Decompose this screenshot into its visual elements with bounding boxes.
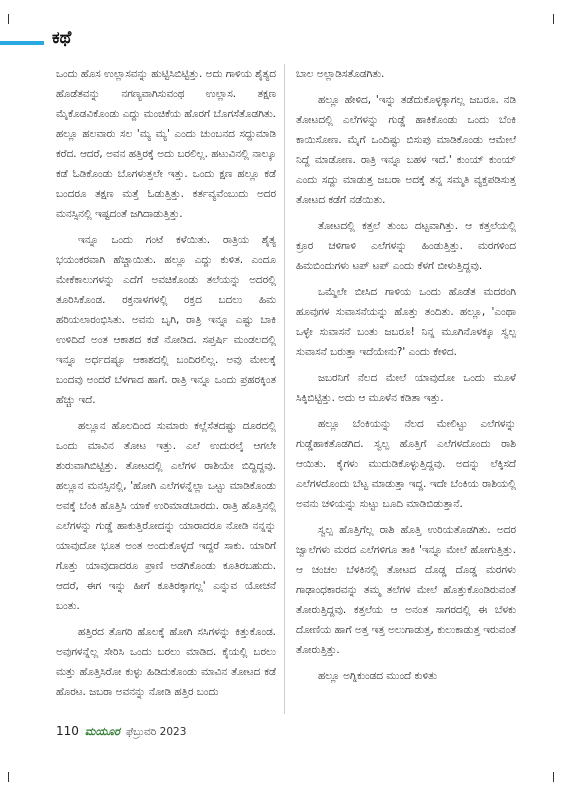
article-paragraph: ಹಲ್ಲೂ ಹೇಳಿದ, 'ಇನ್ನು ತಡೆದುಕೊಳ್ಳಕ್ಕಾಗಲ್ಲ ಜಬರೂ. ನಡಿ ತೋಟದಲ್ಲಿ ಎಲೆಗಳನ್ನು ಗುಡ್ಡೆ ಹಾಕಿಕೊಂಡು ಒಂದು ಬೆಂಕಿ ಕಾಯಿಸೋಣ. ಮೈಗೆ ಒಂದಿಷ್ಟು ಬಿಸುಪು ಮಾಡಿಕೊಂಡು ಆಮೇಲೆ ನಿದ್ದೆ ಮಾಡೋಣ. ರಾತ್ರಿ ಇನ್ನೂ ಬಹಳ ಇದೆ.' ಕುಂಯ್ ಕುಂಯ್ ಎಂದು ಸದ್ದು ಮಾಡುತ್ತ ಜಬರಾ ಅದಕ್ಕೆ ತನ್ನ ಸಮ್ಮತಿ ವ್ಯಕ್ತಪಡಿಸುತ್ತ ತೋಟದ ಕಡೆಗೆ ನಡೆಯಿತು.: [296, 94, 516, 206]
article-paragraph: ಬಾಲ ಅಲ್ಲಾಡಿಸತೊಡಗಿತು.: [296, 68, 385, 80]
magazine-name: ಮಯೂರ: [84, 725, 120, 738]
section-accent-bar: [0, 41, 44, 45]
article-paragraph: ಜಬರನಿಗೆ ನೆಲದ ಮೇಲೆ ಯಾವುದೋ ಒಂದು ಮೂಳೆ ಸಿಕ್ಕಿಬಿಟ್ಟಿತ್ತು. ಅದು ಆ ಮೂಳೆನ ಕಡಿತಾ ಇತ್ತು.: [296, 372, 516, 404]
column-divider: [284, 64, 285, 714]
issue-date: ಫೆಬ್ರುವರಿ 2023: [126, 726, 187, 738]
article-column-right: [296, 64, 516, 714]
article-paragraph: ಒಮ್ಮೆಲೇ ಬೀಸಿದ ಗಾಳಿಯ ಒಂದು ಹೊಡೆತ ಮದರಂಗಿ ಹೂವುಗಳ ಸುವಾಸನೆಯನ್ನು ಹೊತ್ತು ತಂದಿತು. ಹಲ್ಲೂ, 'ಎಂಥಾ ಒಳ್ಳೇ ಸುವಾಸನೆ ಬಂತು ಜಬರೂ! ನಿನ್ನ ಮೂಗಿನೊಳಕ್ಕೂ ಸ್ವಲ್ಪ ಸುವಾಸನೆ ಬರುತ್ತಾ ಇದೆಯೇನು?' ಎಂದು ಕೇಳಿದ.: [296, 286, 516, 358]
article-paragraph: ಹತ್ತಿರದ ತೊಗರಿ ಹೊಲಕ್ಕೆ ಹೋಗಿ ಸಸಿಗಳನ್ನು ಕಿತ್ತುಕೊಂಡ. ಅವುಗಳನ್ನೆಲ್ಲ ಸೇರಿಸಿ ಒಂದು ಬರಲು ಮಾಡಿದ. ಕೈಯಲ್ಲಿ ಬರಲು ಮತ್ತು ಹೊತ್ತಿಸಿರೋ ಕುಳ್ಳು ಹಿಡಿದುಕೊಂಡು ಮಾವಿನ ತೋಟದ ಕಡೆ ಹೊರಟ. ಜಬರಾ ಅವನನ್ನು ನೋಡಿ ಹತ್ತಿರ ಬಂದು: [56, 626, 276, 698]
crop-mark: [553, 772, 554, 782]
page-number: 110: [56, 724, 79, 738]
section-title: ಕಥೆ: [52, 28, 72, 48]
article-column-left: [56, 64, 276, 714]
article-paragraph: ಹಲ್ಲೂನ ಹೊಲದಿಂದ ಸುಮಾರು ಕಲ್ಲೆಸೆತದಷ್ಟು ದೂರದಲ್ಲಿ ಒಂದು ಮಾವಿನ ತೋಟ ಇತ್ತು. ಎಲೆ ಉದುರಲ್ಕೆ ಆಗಲೇ ಶುರುವಾಗಿಬಿಟ್ಟಿತ್ತು. ತೋಟದಲ್ಲಿ ಎಲೆಗಳ ರಾಶಿಯೇ ಬಿದ್ದಿದ್ದವು. ಹಲ್ಲೂನ ಮನಸ್ಸಿನಲ್ಲಿ, 'ಹೋಗಿ ಎಲೆಗಳನ್ನೆಲ್ಲಾ ಒಟ್ಟು ಮಾಡಿಕೊಂಡು ಅವಕ್ಕೆ ಬೆಂಕಿ ಹೊತ್ತಿಸಿ ಯಾಕೆ ಉರಿಮಾಡಬಾರದು. ರಾತ್ರಿ ಹೊತ್ತಿನಲ್ಲಿ ಎಲೆಗಳನ್ನು ಗುಡ್ಡೆ ಹಾಕುತ್ತಿರೋದನ್ನು ಯಾರಾದರೂ ನೋಡಿ ನನ್ನನ್ನು ಯಾವುದೋ ಭೂತ ಅಂತ ಅಂದುಕೊಳ್ಳದೆ ಇದ್ದರೆ ಸಾಕು. ಯಾರಿಗೆ ಗೊತ್ತು ಯಾವುದಾದರೂ ಪ್ರಾಣಿ ಅಡಗಿಕೊಂಡು ಕೂತಿರಬಹುದು. ಆದರೆ, ಈಗ ಇನ್ನು ಹೀಗೆ ಕೂತಿರಕ್ಕಾಗಲ್ಲ' ಎನ್ನುವ ಯೋಚನೆ ಬಂತು.: [56, 420, 276, 612]
article-paragraph: ತೋಟದಲ್ಲಿ ಕತ್ತಲೆ ತುಂಬ ದಟ್ಟವಾಗಿತ್ತು. ಆ ಕತ್ತಲೆಯಲ್ಲಿ ಕ್ರೂರ ಚಳಿಗಾಳಿ ಎಲೆಗಳನ್ನು ಹಿಂಡುತ್ತಿತ್ತು. ಮರಗಳಿಂದ ಹಿಮಬಿಂದುಗಳು ಟಪ್ ಟಪ್ ಎಂದು ಕೆಳಗೆ ಬೀಳುತ್ತಿದ್ದವು.: [296, 220, 516, 272]
article-paragraph: ಒಂದು ಹೊಸ ಉಲ್ಲಾಸವನ್ನು ಹುಟ್ಟಿಸಿಬಿಟ್ಟಿತ್ತು. ಅದು ಗಾಳಿಯ ಶೈತ್ಯದ ಹೊಡೆತವನ್ನು ನಗಣ್ಯವಾಗಿಸುವಂಥ ಉಲ್ಲಾಸ. ತಕ್ಷಣ ಮೈಕೊಡವಿಕೊಂಡು ಎದ್ದು ಮಂಚಿಕೆಯ ಹೊರಗೆ ಬೊಗಸೆತೊಡಗಿತು. ಹಲ್ಲೂ ಹಲವಾರು ಸಲ 'ಮ್ಯ ಮ್ಯ' ಎಂದು ಚುಂಬನದ ಸದ್ದುಮಾಡಿ ಕರೆದ. ಆದರೆ, ಅವನ ಹತ್ತಿರಕ್ಕೆ ಅದು ಬರಲಿಲ್ಲ. ಹಟುವಿನಲ್ಲಿ ನಾಲ್ಕೂ ಕಡೆ ಓಡಿಕೊಂಡು ಬೊಗಳುತ್ತಲೇ ಇತ್ತು. ಒಂದು ಕ್ಷಣ ಹಲ್ಲೂ ಕಡೆ ಬಂದರೂ ತಕ್ಷಣ ಮತ್ತೆ ಓಡುತ್ತಿತ್ತು. ಕರ್ತವ್ಯವೆಂಬುದು ಅದರ ಮನಸ್ಸಿನಲ್ಲಿ ಇಷ್ಟದಂತೆ ಜಗಿದಾಡುತ್ತಿತ್ತು.: [56, 68, 276, 220]
page-footer: [56, 724, 186, 742]
crop-mark: [8, 14, 9, 24]
article-paragraph: ಹಲ್ಲೂ ಬೆಂಕಿಯನ್ನು ನೆಲದ ಮೇಲಿಟ್ಟು ಎಲೆಗಳನ್ನು ಗುಡ್ಡೆಹಾಕತೊಡಗಿದ. ಸ್ವಲ್ಪ ಹೊತ್ತಿಗೆ ಎಲೆಗಳದೊಂದು ರಾಶಿ ಆಯಿತು. ಕೈಗಳು ಮುದುಡಿಕೊಳ್ಳುತ್ತಿದ್ದವು. ಅದನ್ನು ಲೆಕ್ಕಿಸದೆ ಎಲೆಗಳದೊಂದು ಬೆಟ್ಟ ಮಾಡುತ್ತಾ ಇದ್ದ. ಇದೇ ಬೆಂಕಿಯ ರಾಶಿಯಲ್ಲಿ ಅವನು ಚಳಿಯನ್ನು ಸುಟ್ಟು ಬೂದಿ ಮಾಡಿಬಿಡುತ್ತಾನೆ.: [296, 418, 516, 510]
article-paragraph: ಇನ್ನೂ ಒಂದು ಗಂಟೆ ಕಳೆಯಿತು. ರಾತ್ರಿಯ ಶೈತ್ಯ ಭಯಂಕರವಾಗಿ ಹೆಚ್ಚಾಯಿತು. ಹಲ್ಲೂ ಎದ್ದು ಕುಳಿತ. ಎಂದೂ ಮೇಕೆಕಾಲುಗಳನ್ನು ಎದೆಗೆ ಅವಚಿಕೊಂಡು ತಲೆಯನ್ನು ಅದರಲ್ಲಿ ತೂರಿಸಿಕೊಂಡ. ರಕ್ತನಾಳಗಳಲ್ಲಿ ರಕ್ತದ ಬದಲು ಹಿಮ ಹರಿಯಲಾರಂಭಿಸಿತು. ಅವನು ಬೃಗಿ, ರಾತ್ರಿ ಇನ್ನೂ ಎಷ್ಟು ಬಾಕಿ ಉಳಿದಿದೆ ಅಂತ ಆಕಾಶದ ಕಡೆ ನೋಡಿದ. ಸಪ್ತರ್ಷಿ ಮಂಡಲದಲ್ಲಿ ಇನ್ನೂ ಅರ್ಧದಷ್ಟೂ ಆಕಾಶದಲ್ಲಿ ಬಂದಿರಲಿಲ್ಲ. ಅವು ಮೇಲಕ್ಕೆ ಬಂದವು ಅಂದರೆ ಬೆಳಗಾದ ಹಾಗೆ. ರಾತ್ರಿ ಇನ್ನೂ ಒಂದು ಪ್ರಹರಕ್ಕಿಂತ ಹೆಚ್ಚು ಇದೆ.: [56, 234, 276, 406]
crop-mark: [553, 14, 554, 24]
article-paragraph: ಹಲ್ಲೂ ಅಗ್ನಿಕುಂಡದ ಮುಂದೆ ಕುಳಿತು: [318, 670, 437, 682]
crop-mark: [8, 772, 9, 782]
article-paragraph: ಸ್ವಲ್ಪ ಹೊತ್ತಿಗೆಲ್ಲ ರಾಶಿ ಹೊತ್ತಿ ಉರಿಯತೊಡಗಿತು. ಅದರ ಜ್ವಾಲೆಗಳು ಮರದ ಎಲೆಗಳಿಗೂ ತಾಕಿ 'ಇನ್ನೂ ಮೇಲೆ ಹೋಗುತ್ತಿತ್ತು. ಆ ಚಂಚಲ ಬೆಳಕಿನಲ್ಲಿ ತೋಟದ ದೊಡ್ಡ ದೊಡ್ಡ ಮರಗಳು ಗಾಢಾಂಧಕಾರವನ್ನು ತಮ್ಮ ತಲೆಗಳ ಮೇಲೆ ಹೊತ್ತುಕೊಂಡಿರುವಂತೆ ತೋರುತ್ತಿದ್ದವು. ಕತ್ತಲೆಯ ಆ ಅನಂತ ಸಾಗರದಲ್ಲಿ ಈ ಬೆಳಕು ದೋಣಿಯ ಹಾಗೆ ಅತ್ತ ಇತ್ತ ಅಲುಗಾಡುತ್ತ, ಕುಲುಕಾಡುತ್ತ ಇರುವಂತೆ ತೋರುತ್ತಿತ್ತು.: [296, 524, 516, 656]
